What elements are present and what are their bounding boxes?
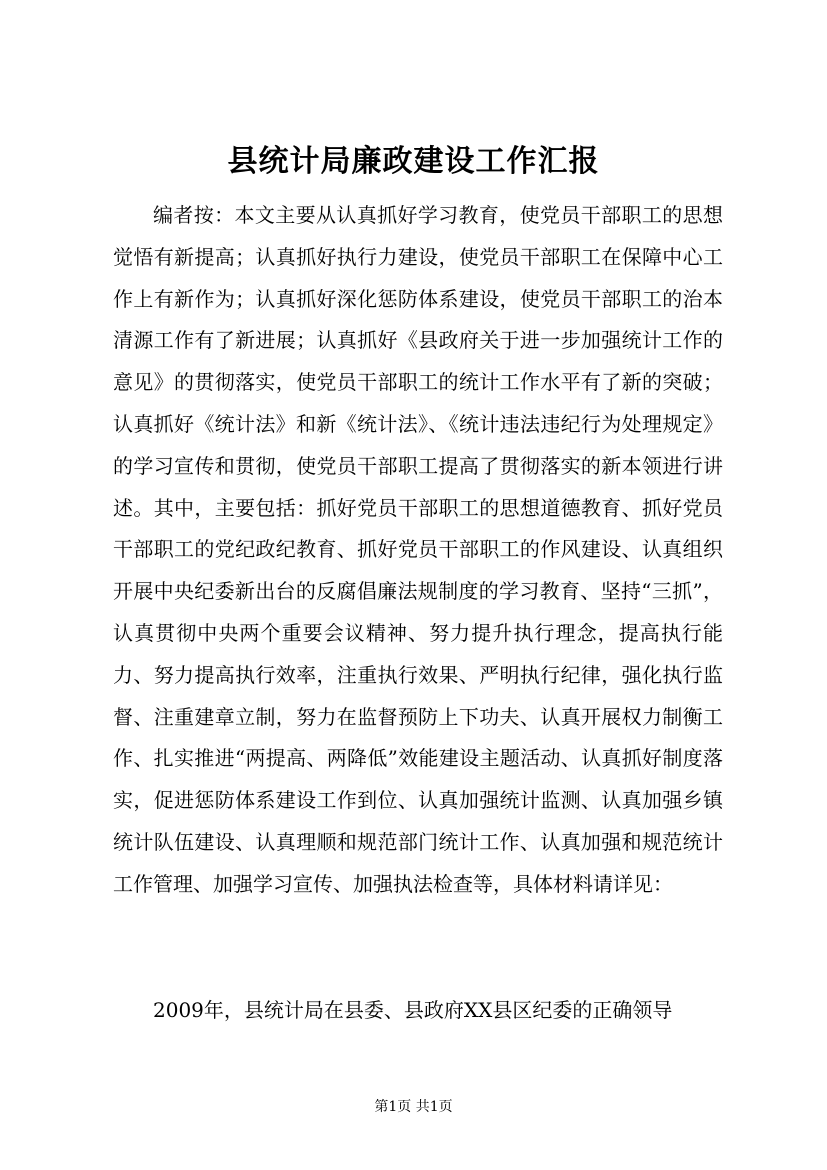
page-number-footer: 第1页 共1页 bbox=[374, 1099, 453, 1115]
document-title: 县统计局廉政建设工作汇报 bbox=[227, 144, 600, 179]
editor-note-paragraph: 编者按：本文主要从认真抓好学习教育，使党员干部职工的思想觉悟有新提高；认真抓好执行力建设，使党员干部职工在保障中心工作上有新作为；认真抓好深化惩防体系建设，使党员干部职工的治本清源工作有了新进展；认真抓好《县政府关于进一步加强统计工作的意见》的贯彻落实，使党员干部职工的统计工作水平有了新的突破；认真抓好《统计法》和新《统计法》、《统计违法违纪行为处理规定》的学习宣传和贯彻，使党员干部职工提高了贯彻落实的新本领进行讲述。其中，主要包括：抓好党员干部职工的思想道德教育、抓好党员干部职工的党纪政纪教育、抓好党员干部职工的作风建设、认真组织开展中央纪委新出台的反腐倡廉法规制度的学习教育、坚持“三抓”，认真贯彻中央两个重要会议精神、努力提升执行理念，提高执行能力、努力提高执行效率，注重执行效果、严明执行纪律，强化执行监督、注重建章立制，努力在监督预防上下功夫、认真开展权力制衡工作、扎实推进“两提高、两降低”效能建设主题活动、认真抓好制度落实，促进惩防体系建设工作到位、认真加强统计监测、认真加强乡镇统计队伍建设、认真理顺和规范部门统计工作、认真加强和规范统计工作管理、加强学习宣传、加强执法检查等，具体材料请详见： bbox=[113, 203, 723, 896]
body-paragraph: 2009年，县统计局在县委、县政府XX县区纪委的正确领导 bbox=[153, 998, 673, 1022]
